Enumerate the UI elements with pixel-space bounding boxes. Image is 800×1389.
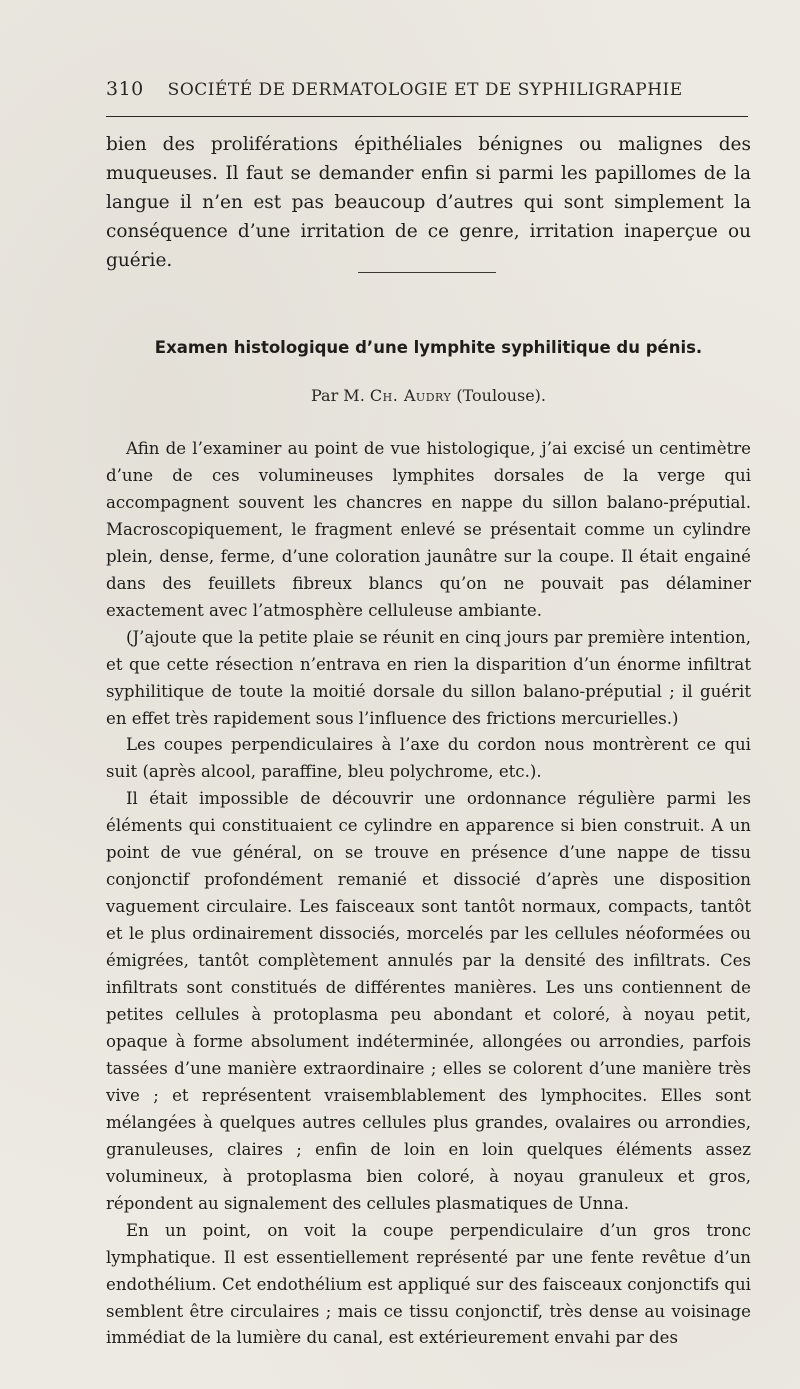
- body-paragraph: Afin de l’examiner au point de vue histologique, j’ai excisé un centimètre d’une de ces volumineuses lymphites dorsales de la verge qui accompagnent souvent les chancres en nappe du sillon balano-préputial. Macroscopiquement, le fragment enlevé se présentait comme un cylindre plein, dense, ferme, d’une coloration jaunâtre sur la coupe. Il était engainé dans des feuillets fibreux blancs qu’on ne pouvait pas délaminer exactement avec l’atmosphère celluleuse ambiante.: [106, 439, 751, 620]
- byline-prefix: Par M.: [310, 386, 365, 405]
- body-paragraph: Les coupes perpendiculaires à l’axe du cordon nous montrèrent ce qui suit (après alcool, paraffine, bleu polychrome, etc.).: [106, 735, 751, 782]
- byline-suffix: (Toulouse).: [456, 386, 546, 405]
- article-title: Examen histologique d’une lymphite syphilitique du pénis.: [154, 338, 703, 357]
- opening-paragraph: bien des proliférations épithéliales bénignes ou malignes des muqueuses. Il faut se demander enfin si parmi les papillomes de la langue il n’en est pas beaucoup d’autres qui sont simplement la conséquence d’une irritation de ce genre, irritation inaperçue ou guérie.: [106, 134, 751, 271]
- body-paragraph: En un point, on voit la coupe perpendiculaire d’un gros tronc lymphatique. Il est essentiellement représenté par une fente revêtue d’un endothélium. Cet endothélium est appliqué sur des faisceaux conjonctifs qui semblent être circulaires ; mais ce tissu conjonctif, très dense au voisinage immédiat de la lumière du canal, est extérieurement envahi par des: [106, 1220, 751, 1348]
- page-number: 310: [106, 78, 144, 100]
- header-rule: [106, 116, 748, 117]
- byline-author: Ch. Audry: [369, 386, 452, 405]
- section-divider: [358, 272, 496, 273]
- running-title: SOCIÉTÉ DE DERMATOLOGIE ET DE SYPHILIGRAPHIE: [167, 80, 683, 100]
- opening-paragraph-block: [106, 130, 751, 275]
- body-paragraph: (J’ajoute que la petite plaie se réunit en cinq jours par première intention, et que cette résection n’entrava en rien la disparition d’un énorme infiltrat syphilitique de toute la moitié dorsale du sillon balano-préputial ; il guérit en effet très rapidement sous l’influence des frictions mercurielles.): [106, 627, 751, 728]
- article-body: [106, 436, 751, 1352]
- article-byline: [106, 386, 751, 405]
- running-header: [106, 78, 746, 100]
- body-paragraph: Il était impossible de découvrir une ordonnance régulière parmi les éléments qui constituaient ce cylindre en apparence si bien construit. A un point de vue général, on se trouve en présence d’une nappe de tissu conjonctif profondément remanié et dissocié d’après une disposition vaguement circulaire. Les faisceaux sont tantôt normaux, compacts, tantôt et le plus ordinairement dissociés, morcelés par les cellules néoformées ou émigrées, tantôt complètement annulés par la densité des infiltrats. Ces infiltrats sont constitués de différentes manières. Les uns contiennent de petites cellules à protoplasma peu abondant et coloré, à noyau petit, opaque à forme absolument indéterminée, allongées ou arrondies, parfois tassées d’une manière extraordinaire ; elles se colorent d’une manière très vive ; et représentent vraisemblablement des lymphocites. Elles sont mélangées à quelques autres cellules plus grandes, ovalaires ou arrondies, granuleuses, claires ; enfin de loin en loin quelques éléments assez volumineux, à protoplasma bien coloré, à noyau granuleux et gros, répondent au signalement des cellules plasmatiques de Unna.: [106, 789, 751, 1213]
